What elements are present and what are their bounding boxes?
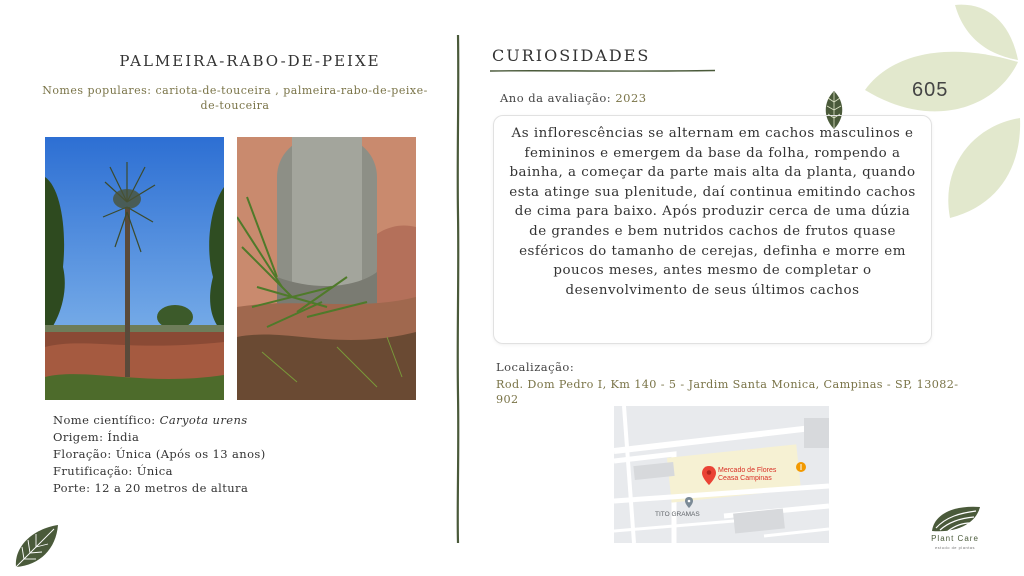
- scientific-name-row: [53, 412, 266, 429]
- scientific-name-label: Nome científico:: [53, 413, 156, 427]
- map-place-line2: Ceasa Campinas: [718, 475, 772, 482]
- map-place-label: [718, 467, 776, 483]
- leaf-top-icon: [955, 5, 1018, 60]
- brand-name: Plant Care: [931, 534, 979, 543]
- flowering-value: Única (Após os 13 anos): [115, 447, 266, 461]
- plant-title: PALMEIRA-RABO-DE-PEIXE: [119, 52, 381, 70]
- plant-care-logo-icon: [930, 503, 982, 533]
- location-address: Rod. Dom Pedro I, Km 140 - 5 - Jardim Santa Monica, Campinas - SP, 13082-902: [496, 378, 959, 406]
- fruiting-row: [53, 463, 266, 480]
- leaf-bottom-icon: [948, 118, 1020, 218]
- map-place-line1: Mercado de Flores: [718, 467, 777, 474]
- year-value: 2023: [615, 91, 647, 105]
- size-row: [53, 480, 266, 497]
- scientific-name-value: Caryota urens: [159, 413, 248, 427]
- popular-names: [40, 83, 430, 113]
- vertical-divider: [455, 35, 461, 543]
- evaluation-year: [500, 91, 647, 105]
- trunk-photo: [237, 137, 416, 400]
- curiosities-title: CURIOSIDADES: [492, 46, 651, 65]
- origin-label: Origem:: [53, 430, 104, 444]
- food-pin-icon: [796, 462, 806, 472]
- size-value: 12 a 20 metros de altura: [94, 481, 249, 495]
- fruiting-value: Única: [136, 464, 173, 478]
- badge-number: 605: [912, 79, 949, 101]
- origin-value: Índia: [107, 430, 140, 444]
- size-label: Porte:: [53, 481, 91, 495]
- palm-tree-photo: [45, 137, 224, 400]
- location-label: Localização:: [496, 360, 575, 374]
- flowering-row: [53, 446, 266, 463]
- map-secondary-label: TITO GRAMAS: [655, 511, 700, 518]
- leaf-bottom-left-icon: [12, 523, 60, 569]
- popular-names-label: Nomes populares:: [42, 84, 152, 97]
- flowering-label: Floração:: [53, 447, 112, 461]
- popular-names-value: cariota-de-touceira , palmeira-rabo-de-peixe-de-touceira: [155, 84, 428, 112]
- brand-tagline: estudo de plantas: [934, 545, 976, 550]
- location-map[interactable]: [614, 406, 829, 543]
- year-label: Ano da avaliação:: [500, 91, 612, 105]
- origin-row: [53, 429, 266, 446]
- fruiting-label: Frutificação:: [53, 464, 133, 478]
- title-underline: [490, 68, 715, 74]
- curiosities-text: As inflorescências se alternam em cachos masculinos e femininos e emergem da base da folha, rompendo a bainha, a começar da parte mais alta da planta, quando esta atinge sua plenitude, daí continua emitindo cachos de cima para baixo. Após produzir cerca de uma dúzia de grandes e bem nutridos cachos de frutos quase esféricos do tamanho de cerejas, definha e morre em poucos meses, antes mesmo de completar o desenvolvimento de seus últimos cachos: [509, 126, 916, 298]
- plant-info: [53, 412, 266, 497]
